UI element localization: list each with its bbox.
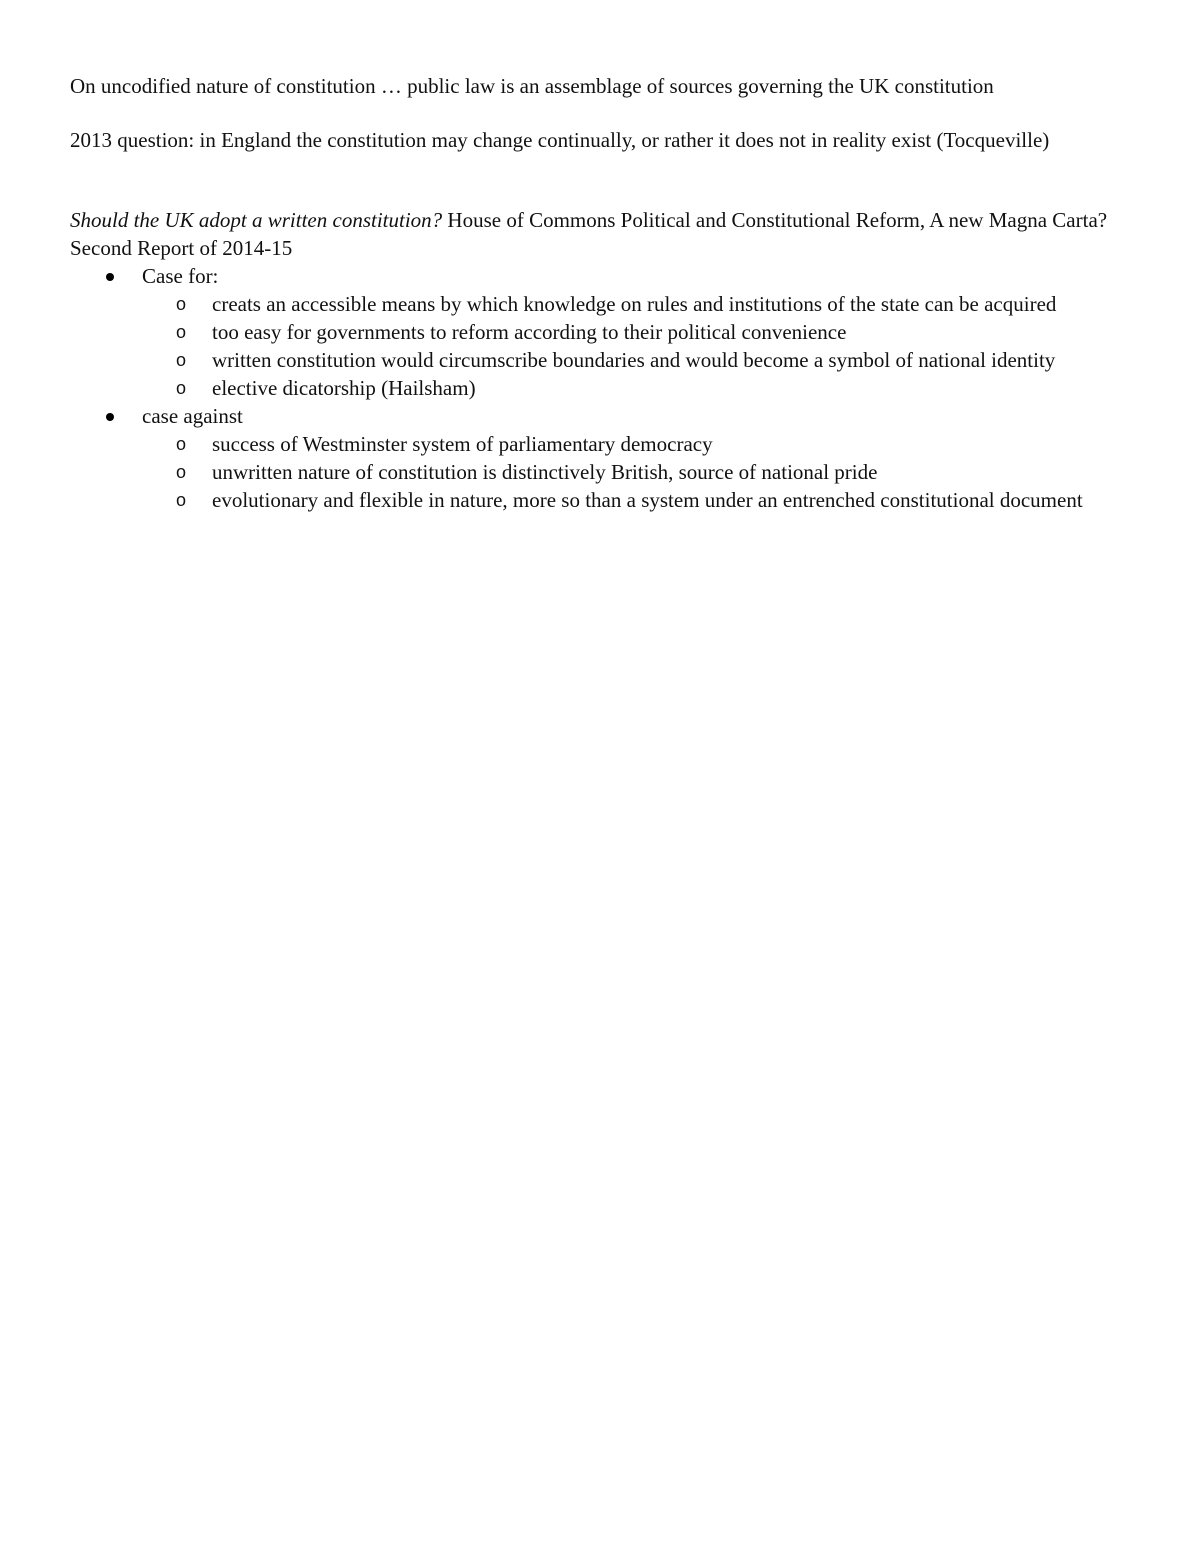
reference-paragraph bbox=[70, 206, 1110, 262]
circle-marker-icon: o bbox=[176, 490, 187, 510]
reference-source: House of Commons Political and Constitutional Reform, A new Magna Carta? Second Report of 2014-15 bbox=[70, 208, 1108, 260]
argument-list bbox=[70, 262, 1130, 514]
sub-list-item bbox=[70, 458, 1130, 486]
sub-list-item-text: creats an accessible means by which knowledge on rules and institutions of the state can be acquired bbox=[212, 292, 1057, 316]
sub-list-item bbox=[70, 374, 1130, 402]
sub-list-item-text: written constitution would circumscribe boundaries and would become a symbol of national identity bbox=[212, 348, 1056, 372]
question-paragraph: 2013 question: in England the constitution may change continually, or rather it does not in reality exist (Tocqueville) bbox=[70, 128, 1050, 152]
circle-marker-icon: o bbox=[176, 350, 187, 370]
circle-marker-icon: o bbox=[176, 378, 187, 398]
sub-list-item bbox=[70, 318, 1130, 346]
sub-list-item-text: too easy for governments to reform according to their political convenience bbox=[212, 320, 847, 344]
sub-list-item bbox=[70, 430, 1130, 458]
circle-marker-icon: o bbox=[176, 294, 187, 314]
sub-list-item bbox=[70, 486, 1130, 514]
sub-list-item-text: success of Westminster system of parliamentary democracy bbox=[212, 432, 713, 456]
intro-paragraph: On uncodified nature of constitution … public law is an assemblage of sources governing the UK constitution bbox=[70, 74, 994, 98]
bullet-icon bbox=[106, 273, 114, 281]
sub-list-item-text: evolutionary and flexible in nature, more so than a system under an entrenched constitutional document bbox=[212, 488, 1083, 512]
list-item-case-for bbox=[70, 262, 1130, 290]
list-item-label: case against bbox=[142, 404, 243, 428]
circle-marker-icon: o bbox=[176, 434, 187, 454]
bullet-icon bbox=[106, 413, 114, 421]
list-item-label: Case for: bbox=[142, 264, 219, 288]
list-item-case-against bbox=[70, 402, 1130, 430]
sub-list-item bbox=[70, 346, 1130, 374]
sub-list-item-text: elective dicatorship (Hailsham) bbox=[212, 376, 476, 400]
sub-list-item-text: unwritten nature of constitution is distinctively British, source of national pride bbox=[212, 460, 878, 484]
circle-marker-icon: o bbox=[176, 462, 187, 482]
reference-title: Should the UK adopt a written constitution? bbox=[70, 208, 443, 232]
sub-list-item bbox=[70, 290, 1130, 318]
circle-marker-icon: o bbox=[176, 322, 187, 342]
